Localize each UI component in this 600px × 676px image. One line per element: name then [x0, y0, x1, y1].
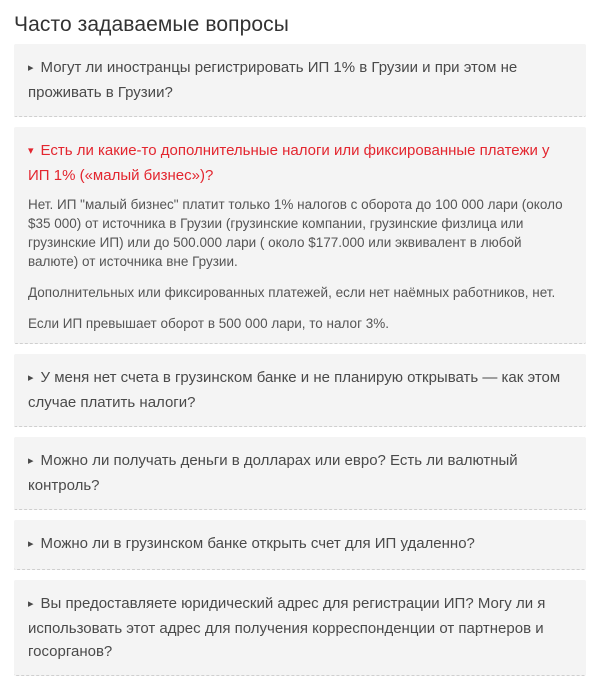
- faq-question-text: У меня нет счета в грузинском банке и не планирую открывать — как этом случае платить налоги?: [28, 369, 561, 411]
- faq-question-toggle[interactable]: [14, 520, 586, 569]
- faq-question-text: Вы предоставляете юридический адрес для регистрации ИП? Могу ли я использовать этот адрес для получения корреспонденции от партнеров и госорганов?: [28, 595, 546, 660]
- faq-question-toggle[interactable]: [14, 354, 586, 426]
- faq-answer-paragraph: Дополнительных или фиксированных платежей, если нет наёмных работников, нет.: [28, 285, 556, 300]
- faq-item-1: [14, 44, 586, 117]
- faq-question-toggle[interactable]: [14, 580, 586, 675]
- faq-question-toggle[interactable]: [14, 127, 586, 195]
- faq-item-3: [14, 354, 586, 427]
- faq-question-text: Могут ли иностранцы регистрировать ИП 1% в Грузии и при этом не проживать в Грузии?: [28, 59, 518, 101]
- faq-question-text: Можно ли получать деньги в долларах или евро? Есть ли валютный контроль?: [28, 452, 518, 494]
- faq-item-6: [14, 580, 586, 676]
- faq-item-5: [14, 520, 586, 570]
- triangle-down-icon: ▾: [28, 145, 34, 157]
- triangle-right-icon: ▸: [28, 455, 34, 467]
- triangle-right-icon: ▸: [28, 538, 34, 550]
- faq-question-text: Можно ли в грузинском банке открыть счет для ИП удаленно?: [40, 535, 475, 552]
- faq-question-toggle[interactable]: [14, 437, 586, 509]
- faq-item-4: [14, 437, 586, 510]
- page-title: Часто задаваемые вопросы: [14, 13, 289, 36]
- faq-answer-paragraph: Нет. ИП "малый бизнес" платит только 1% налогов с оборота до 100 000 лари (около $35 000) от источника в Грузии (грузинские компании, грузинские физлица или грузинские ИП) или до 500.000 лари ( около $177.000 или эквивалент в любой валюте) от источника вне Грузии.: [28, 197, 563, 269]
- faq-answer-paragraph: Если ИП превышает оборот в 500 000 лари, то налог 3%.: [28, 316, 389, 331]
- faq-question-toggle[interactable]: [14, 44, 586, 116]
- faq-item-2: [14, 127, 586, 344]
- triangle-right-icon: ▸: [28, 372, 34, 384]
- faq-answer: [14, 195, 586, 343]
- triangle-right-icon: ▸: [28, 62, 34, 74]
- faq-question-text: Есть ли какие-то дополнительные налоги или фиксированные платежи у ИП 1% («малый бизнес»)?: [28, 142, 550, 184]
- triangle-right-icon: ▸: [28, 598, 34, 610]
